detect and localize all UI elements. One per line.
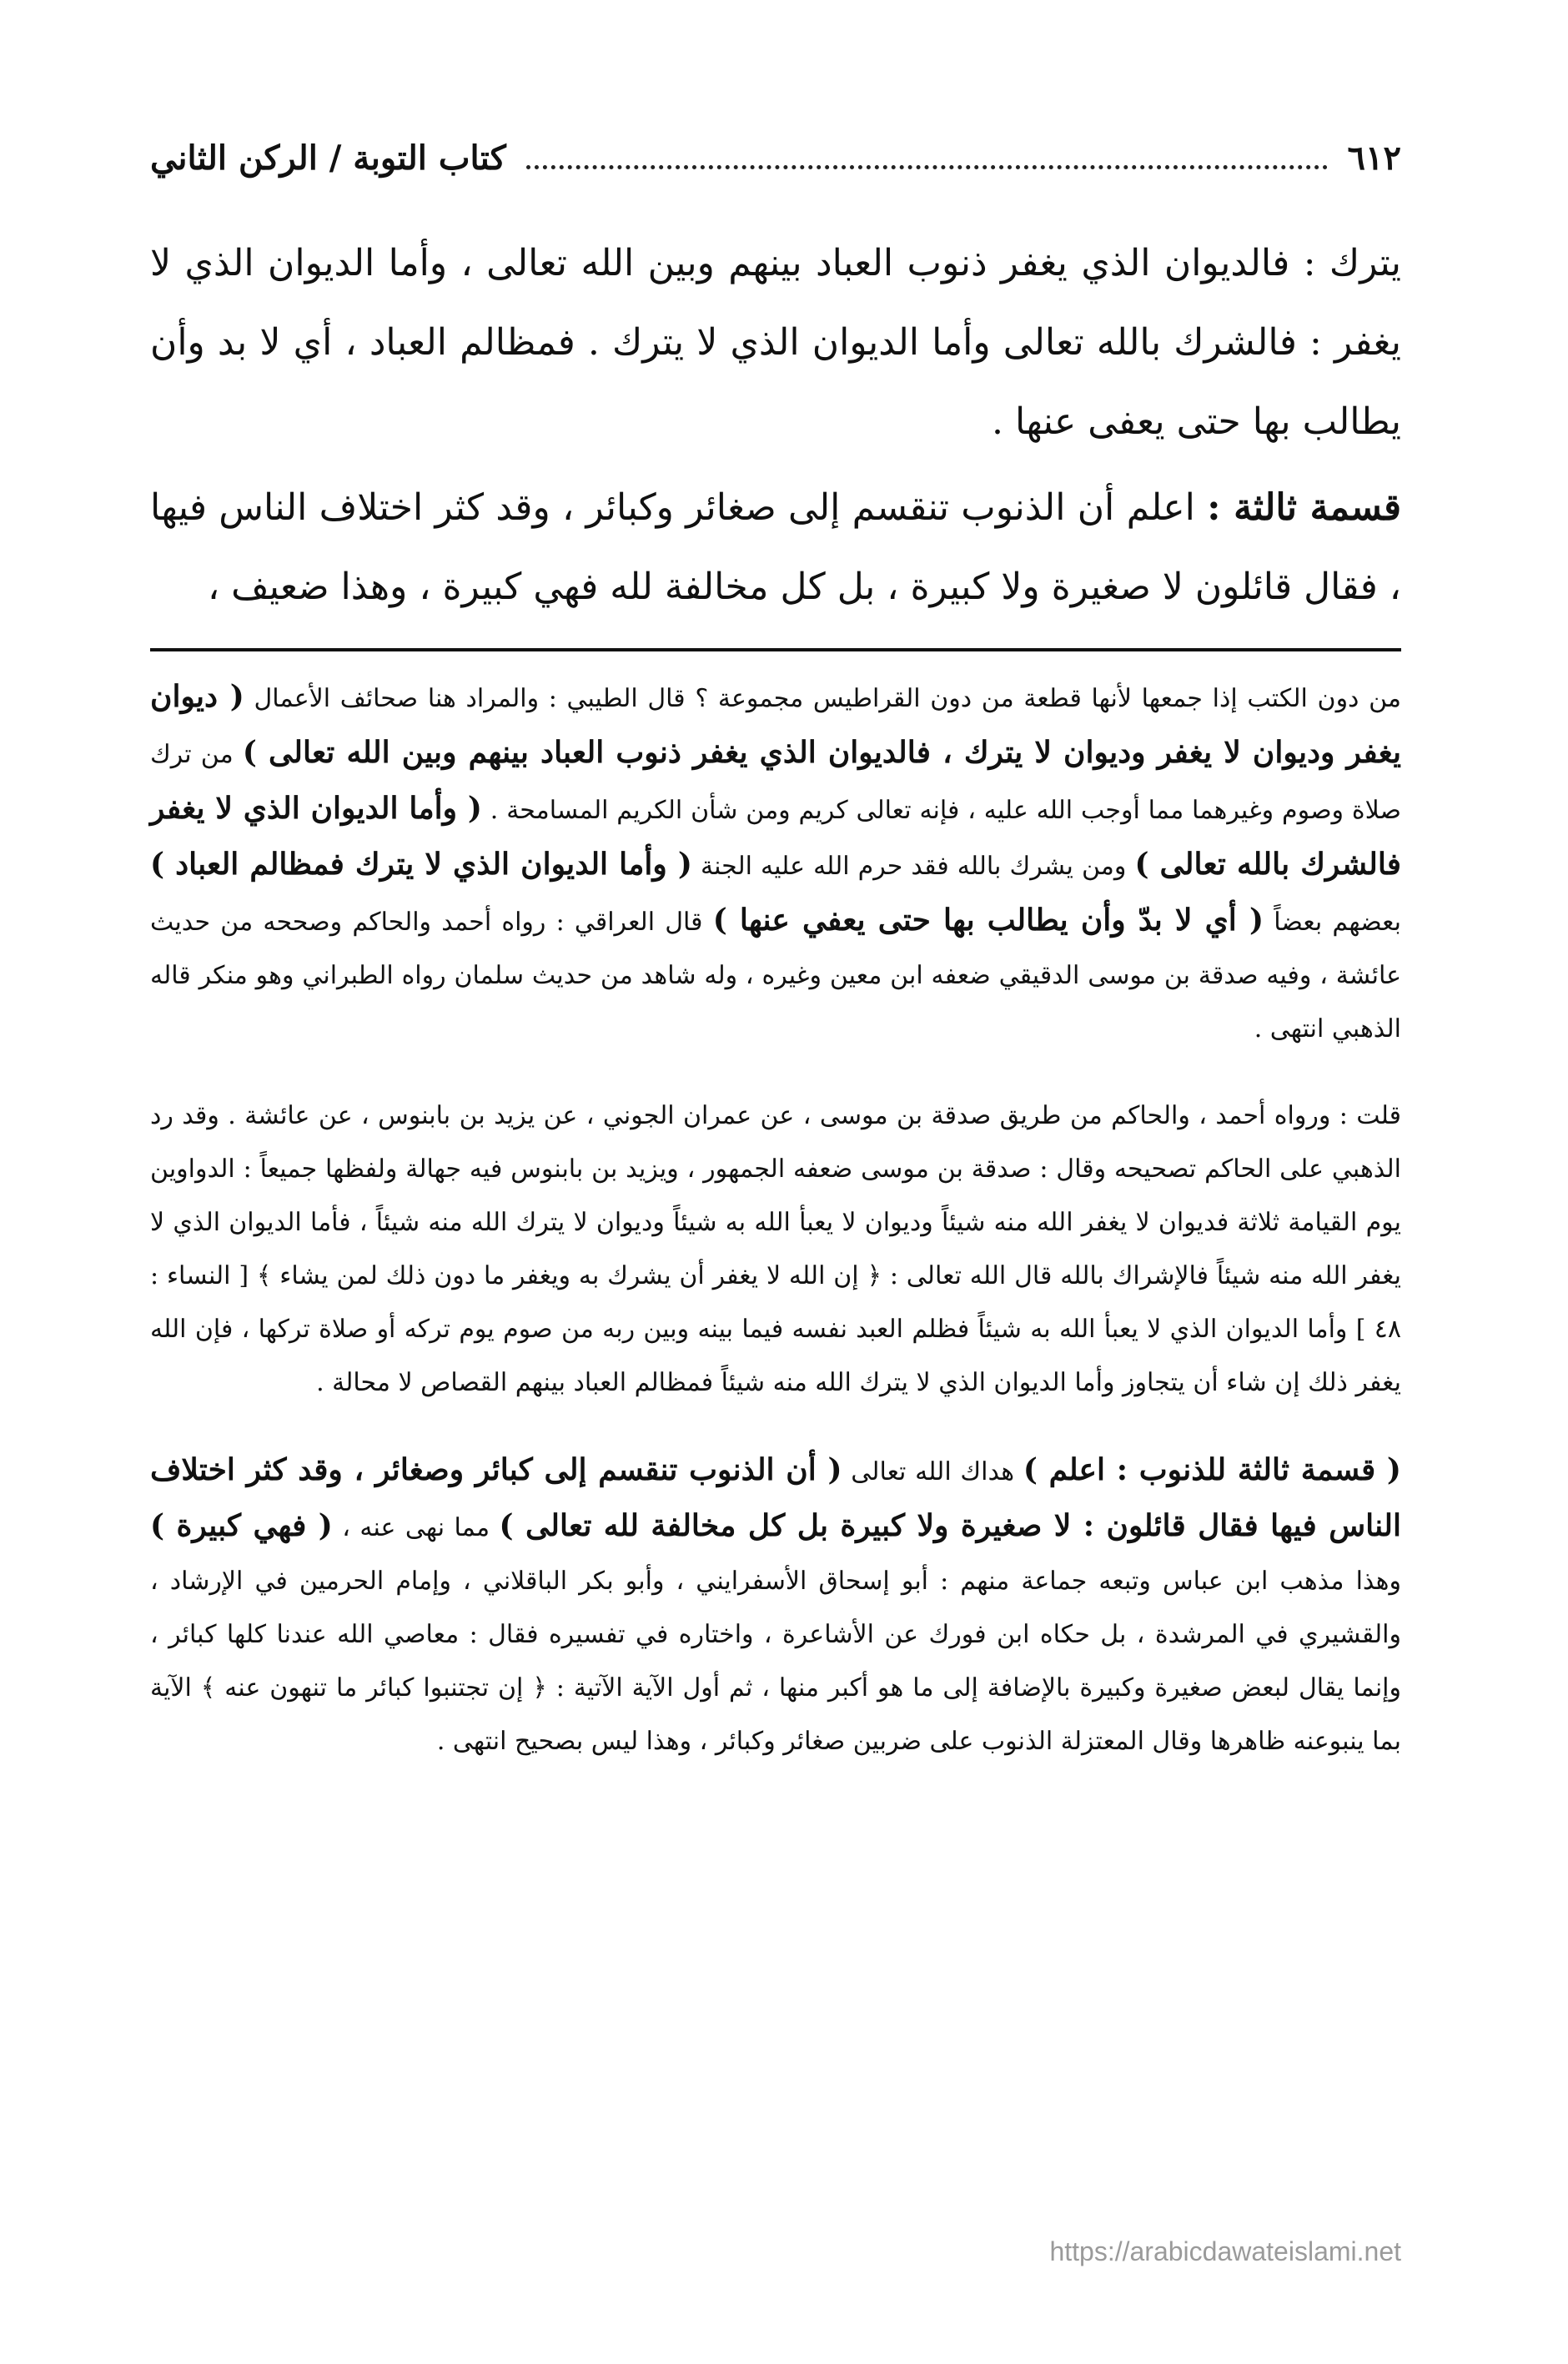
quoted-matn: ( وأما الديوان الذي لا يغفر فالشرك بالله تعالى ) (150, 791, 1402, 882)
quoted-matn: ( أن الذنوب تنقسم إلى كبائر وصغائر ، وقد كثر اختلاف الناس فيها فقال قائلون : لا صغيرة ولا كبيرة بل كل مخالفة لله تعالى ) (150, 1452, 1401, 1543)
quoted-matn: ( فهي كبيرة ) (150, 1508, 333, 1543)
main-paragraph: يترك : فالديوان الذي يغفر ذنوب العباد بينهم وبين الله تعالى ، وأما الديوان الذي لا يغفر : فالشرك بالله تعالى وأما الديوان الذي لا يترك . فمظالم العباد ، أي لا بد وأن يطالب بها حتى يعفى عنها . (150, 242, 1401, 443)
commentary-text: ومن يشرك بالله فقد حرم الله عليه الجنة (700, 852, 1127, 881)
book-page (150, 133, 1401, 1768)
section-body: اعلم أن الذنوب تنقسم إلى صغائر وكبائر ، وقد كثر اختلاف الناس فيها ، فقال قائلون لا صغيرة ولا كبيرة ، بل كل مخالفة لله فهي كبيرة ، وهذا ضعيف ، (150, 486, 1401, 608)
quoted-matn: ( أي لا بدّ وأن يطالب بها حتى يعفي عنها ) (712, 903, 1264, 938)
running-title: كتاب التوبة / الركن الثاني (150, 138, 506, 178)
footnote-divider (150, 648, 1401, 651)
commentary-text: من ترك صلاة وصوم وغيرهما مما أوجب الله عليه ، فإنه تعالى كريم ومن شأن الكريم المسامحة . (150, 740, 1401, 825)
quoted-matn: ( ديوان يغفر وديوان لا يغفر وديوان لا يترك ، فالديوان الذي يغفر ذنوب العباد بينهم وبين الله تعالى ) (150, 679, 1401, 770)
commentary-text: مما نهى عنه ، (342, 1513, 490, 1542)
quoted-matn: ( وأما الديوان الذي لا يترك فمظالم العباد ) (150, 847, 692, 882)
main-paragraph (150, 468, 1401, 626)
running-header (150, 133, 1401, 192)
commentary-text: من دون الكتب إذا جمعها لأنها قطعة من دون القراطيس مجموعة ؟ قال الطيبي : والمراد هنا صحائف الأعمال (254, 684, 1401, 713)
commentary-text: بعضهم بعضاً (1274, 908, 1401, 937)
watermark-url: https://arabicdawateislami.net (1049, 2236, 1401, 2266)
commentary-paragraph: قلت : ورواه أحمد ، والحاكم من طريق صدقة بن موسى ، عن عمران الجوني ، عن يزيد بن بابنوس ، عن عائشة . وقد رد الذهبي على الحاكم تصحيحه وقال : صدقة بن موسى ضعفه الجمهور ، ويزيد بن بابنوس فيه جهالة ولفظها جميعاً : الدواوين يوم القيامة ثلاثة فديوان لا يغفر الله منه شيئاً وديوان لا يعبأ الله به شيئاً وديوان لا يترك الله منه شيئاً ، فأما الديوان الذي لا يغفر الله منه شيئاً فالإشراك بالله قال الله تعالى : ﴿ إن الله لا يغفر أن يشرك به ويغفر ما دون ذلك لمن يشاء ﴾ [ النساء : ٤٨ ] وأما الديوان الذي لا يعبأ الله به شيئاً فظلم العبد نفسه فيما بينه وبين ربه من صوم يوم تركه أو صلاة تركها ، فإن الله يغفر ذلك إن شاء أن يتجاوز وأما الديوان الذي لا يترك الله منه شيئاً فمظالم العباد بينهم القصاص لا محالة . (150, 1101, 1401, 1397)
main-text (150, 224, 1401, 626)
section-heading: قسمة ثالثة : (1207, 486, 1401, 529)
quoted-matn: ( قسمة ثالثة للذنوب : اعلم ) (1023, 1452, 1401, 1487)
commentary-text: وهذا مذهب ابن عباس وتبعه جماعة منهم : أبو إسحاق الأسفرايني ، وأبو بكر الباقلاني ، وإمام الحرمين في الإرشاد ، والقشيري في المرشدة ، بل حكاه ابن فورك عن الأشاعرة ، واختاره في تفسيره فقال : معاصي الله عندنا كلها كبائر ، وإنما يقال لبعض صغيرة وكبيرة بالإضافة إلى ما هو أكبر منها ، ثم أول الآية الآتية : ﴿ إن تجتنبوا كبائر ما تنهون عنه ﴾ الآية بما ينبوعنه ظاهرها وقال المعتزلة الذنوب على ضربين صغائر وكبائر ، وهذا ليس بصحيح انتهى . (150, 1567, 1401, 1756)
page-number: ٦١٢ (1347, 138, 1401, 178)
commentary-text: هداك الله تعالى (851, 1457, 1015, 1486)
commentary-text: قال العراقي : رواه أحمد والحاكم وصححه من حديث عائشة ، وفيه صدقة بن موسى الدقيقي ضعفه ابن معين وغيره ، وله شاهد من حديث سلمان رواه الطبراني وهو منكر قاله الذهبي انتهى . (150, 908, 1401, 1044)
commentary (150, 670, 1401, 1768)
header-leader-dots (526, 142, 1328, 169)
commentary-paragraph (150, 1443, 1401, 1768)
commentary-paragraph (150, 670, 1401, 1056)
